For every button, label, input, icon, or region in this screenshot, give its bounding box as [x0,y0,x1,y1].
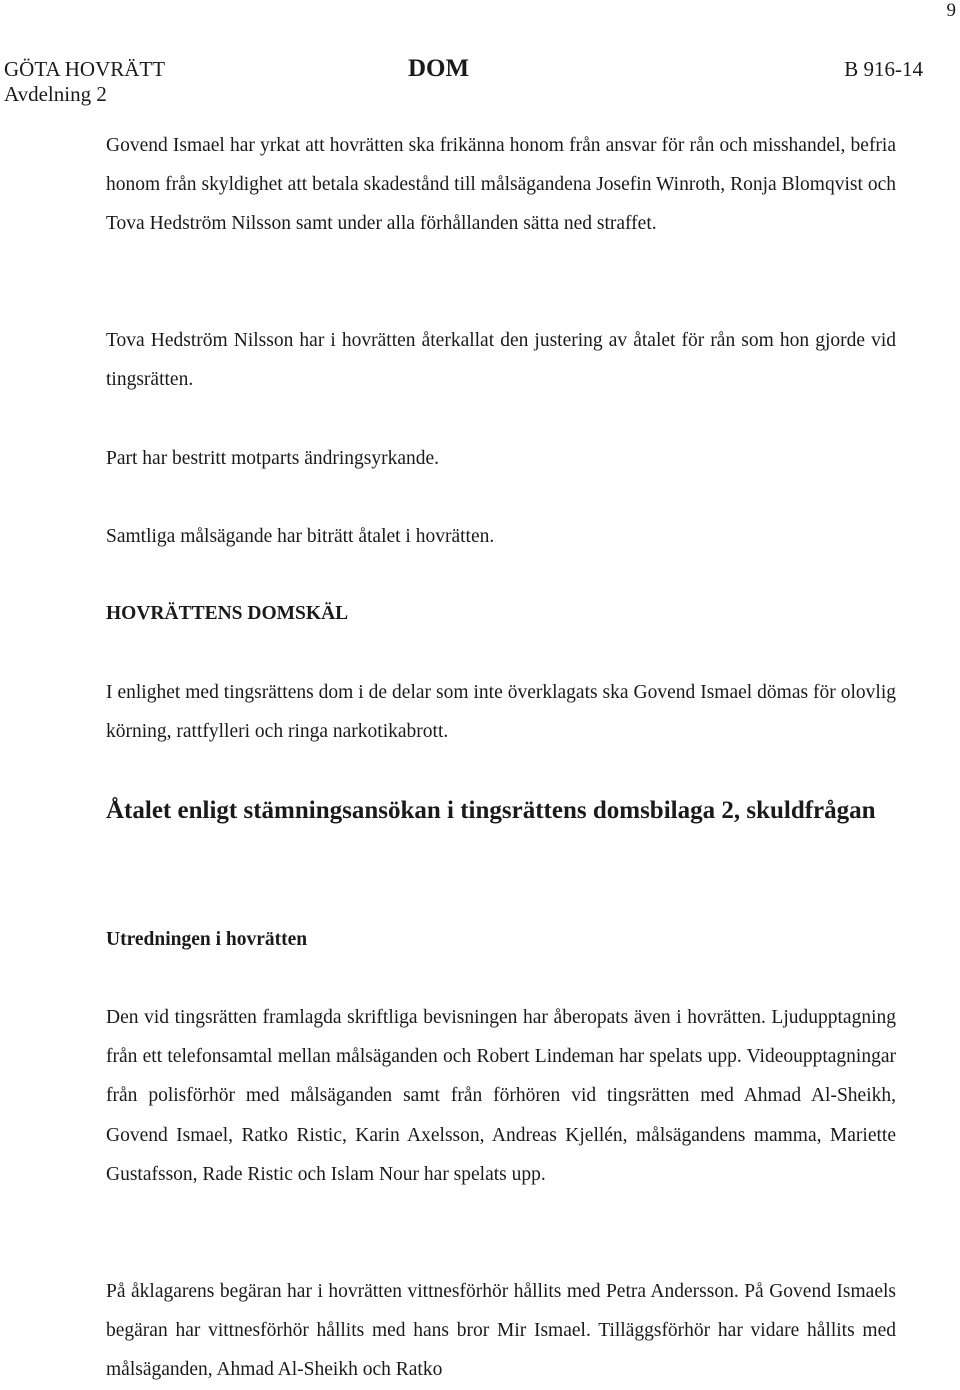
case-number: B 916-14 [844,57,923,81]
paragraph-claims: Govend Ismael har yrkat att hovrätten ska frikänna honom från ansvar för rån och misshandel, befria honom från skyldighet att betala skadestånd till målsägandena Josefin Winroth, Ronja Blomqvist och Tova Hedström Nilsson samt under alla förhållanden sätta ned straffet. [106,135,896,235]
paragraph-conviction: I enlighet med tingsrättens dom i de delar som inte överklagats ska Govend Ismael dömas för olovlig körning, rattfylleri och ringa narkotikabrott. [106,682,896,743]
court-division: Avdelning 2 [4,82,107,106]
paragraph-support: Samtliga målsägande har biträtt åtalet i hovrätten. [106,526,495,547]
section-heading-reasons: HOVRÄTTENS DOMSKÄL [106,603,349,624]
paragraph-evidence: Den vid tingsrätten framlagda skriftliga bevisningen har åberopats även i hovrätten. Ljudupptagning från ett telefonsamtal mellan målsäganden och Robert Lindeman har spelats upp. Videoupptagningar från polisförhör med målsäganden samt från förhören vid tingsrätten med Ahmad Al-Sheikh, Govend Ismael, Ratko Ristic, Karin Axelsson, Andreas Kjellén, målsägandens mamma, Mariette Gustafsson, Rade Ristic och Islam Nour har spelats upp. [106,1007,896,1185]
subheading-investigation: Utredningen i hovrätten [106,929,308,950]
paragraph-withdrawal: Tova Hedström Nilsson har i hovrätten återkallat den justering av åtalet för rån som hon gjorde vid tingsrätten. [106,330,896,391]
court-header [4,57,165,107]
page-number: 9 [946,0,956,21]
document-type: DOM [408,55,470,82]
paragraph-dispute: Part har bestritt motparts ändringsyrkande. [106,448,440,469]
court-name: GÖTA HOVRÄTT [4,57,166,81]
section-heading-indictment: Åtalet enligt stämningsansökan i tingsrättens domsbilaga 2, skuldfrågan [106,797,876,824]
paragraph-witnesses: På åklagarens begäran har i hovrätten vittnesförhör hållits med Petra Andersson. På Govend Ismaels begäran har vittnesförhör hållits med hans bror Mir Ismael. Tilläggsförhör har vidare hållits med målsäganden, Ahmad Al-Sheikh och Ratko [106,1281,896,1381]
